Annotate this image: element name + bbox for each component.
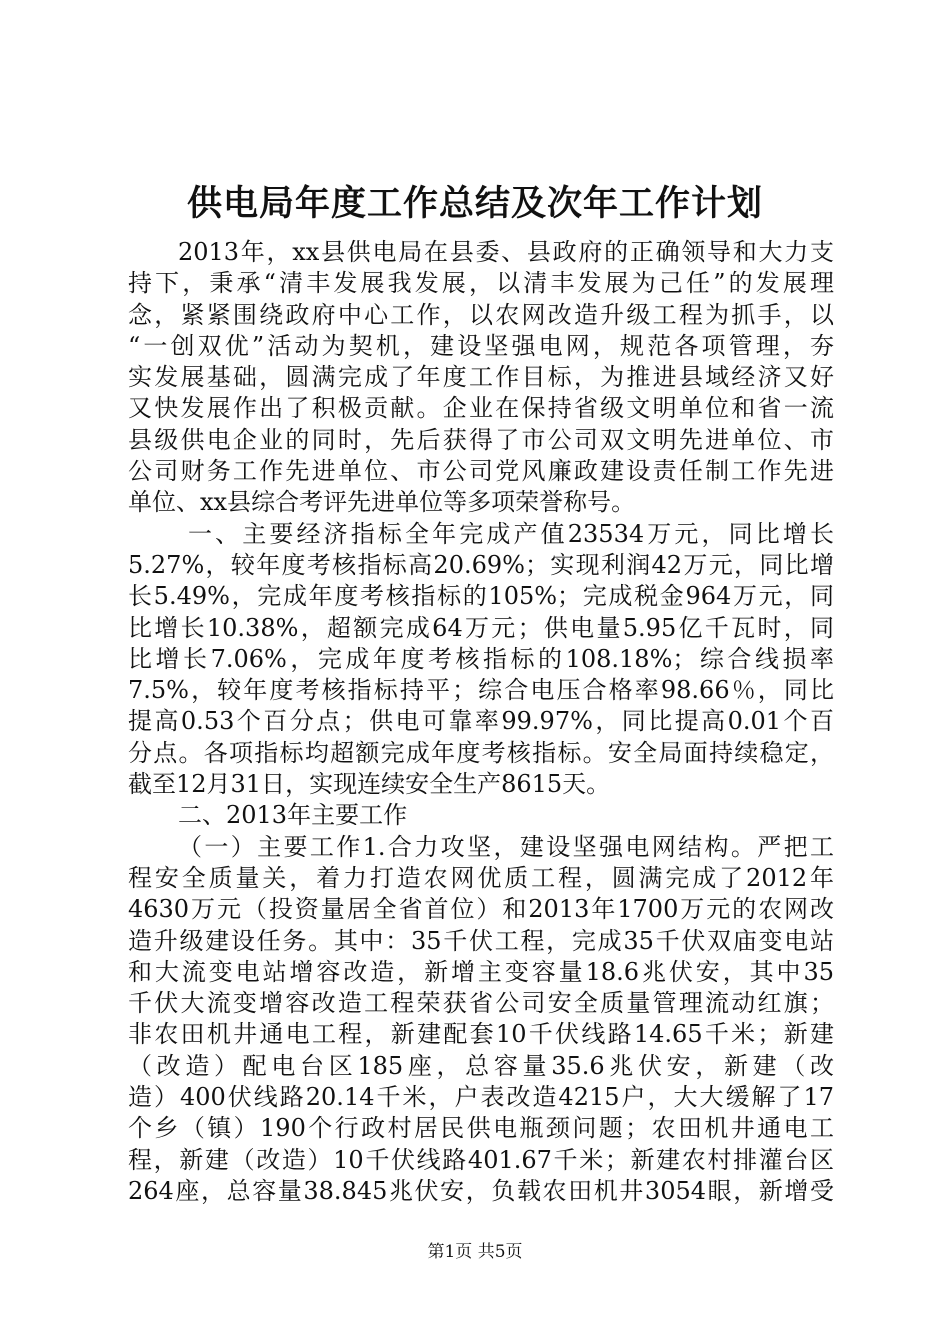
page-number-footer: 第1页 共5页 bbox=[427, 1242, 523, 1262]
section-heading-line: 二、2013年主要工作 bbox=[178, 801, 408, 830]
paragraph-line: （改造）配电台区185座，总容量35.6兆伏安，新建（改 bbox=[128, 1051, 834, 1080]
paragraph-line: 程，新建（改造）10千伏线路401.67千米；新建农村排灌台区 bbox=[128, 1145, 834, 1174]
paragraph-line: 比增长7.06%，完成年度考核指标的108.18%；综合线损率 bbox=[128, 644, 834, 673]
paragraph-line: 程安全质量关，着力打造农网优质工程，圆满完成了2012年 bbox=[128, 863, 834, 892]
section-heading-line: 一、主要经济指标全年完成产值23534万元，同比增长 bbox=[188, 519, 834, 548]
paragraph-line: 5.27%，较年度考核指标高20.69%；实现利润42万元，同比增 bbox=[128, 550, 834, 579]
paragraph-line: 比增长10.38%，超额完成64万元；供电量5.95亿千瓦时，同 bbox=[128, 613, 834, 642]
paragraph-line: 长5.49%，完成年度考核指标的105%；完成税金964万元，同 bbox=[128, 582, 834, 611]
paragraph-line: 分点。各项指标均超额完成年度考核指标。安全局面持续稳定， bbox=[128, 738, 834, 767]
paragraph-line: 264座，总容量38.845兆伏安，负载农田机井3054眼，新增受 bbox=[128, 1176, 834, 1205]
paragraph-line: 提高0.53个百分点；供电可靠率99.97%，同比提高0.01个百 bbox=[128, 707, 834, 736]
paragraph-line: 非农田机井通电工程，新建配套10千伏线路14.65千米；新建 bbox=[128, 1020, 834, 1049]
paragraph-line: （一）主要工作1.合力攻坚，建设坚强电网结构。严把工 bbox=[178, 832, 834, 861]
paragraph-line: 2013年，xx县供电局在县委、县政府的正确领导和大力支 bbox=[178, 238, 834, 266]
paragraph-line: 念，紧紧围绕政府中心工作，以农网改造升级工程为抓手，以 bbox=[128, 300, 834, 329]
paragraph-line: 公司财务工作先进单位、市公司党风廉政建设责任制工作先进 bbox=[128, 457, 834, 486]
paragraph-line: 千伏大流变增容改造工程荣获省公司安全质量管理流动红旗； bbox=[128, 989, 834, 1018]
paragraph-line: 个乡（镇）190个行政村居民供电瓶颈问题；农田机井通电工 bbox=[128, 1114, 834, 1143]
paragraph-line: 实发展基础，圆满完成了年度工作目标，为推进县域经济又好 bbox=[128, 363, 834, 392]
paragraph-line: 持下，秉承“清丰发展我发展，以清丰发展为己任”的发展理 bbox=[128, 269, 834, 298]
document-body bbox=[128, 237, 834, 1207]
paragraph-line: 截至12月31日，实现连续安全生产8615天。 bbox=[128, 770, 611, 799]
paragraph-line: 和大流变电站增容改造，新增主变容量18.6兆伏安，其中35 bbox=[128, 957, 834, 986]
paragraph-line: 单位、xx县综合考评先进单位等多项荣誉称号。 bbox=[128, 488, 636, 517]
paragraph-line: 造升级建设任务。其中：35千伏工程，完成35千伏双庙变电站 bbox=[128, 926, 834, 955]
paragraph-line: “一创双优”活动为契机，建设坚强电网，规范各项管理，夯 bbox=[128, 331, 834, 360]
paragraph-line: 造）400伏线路20.14千米，户表改造4215户，大大缓解了17 bbox=[128, 1083, 834, 1112]
paragraph-line: 7.5%，较年度考核指标持平；综合电压合格率98.66％，同比 bbox=[128, 676, 834, 705]
paragraph-line: 4630万元（投资量居全省首位）和2013年1700万元的农网改 bbox=[128, 895, 834, 924]
paragraph-line: 县级供电企业的同时，先后获得了市公司双文明先进单位、市 bbox=[128, 425, 834, 454]
document-title: 供电局年度工作总结及次年工作计划 bbox=[186, 183, 763, 224]
paragraph-line: 又快发展作出了积极贡献。企业在保持省级文明单位和省一流 bbox=[128, 394, 834, 423]
